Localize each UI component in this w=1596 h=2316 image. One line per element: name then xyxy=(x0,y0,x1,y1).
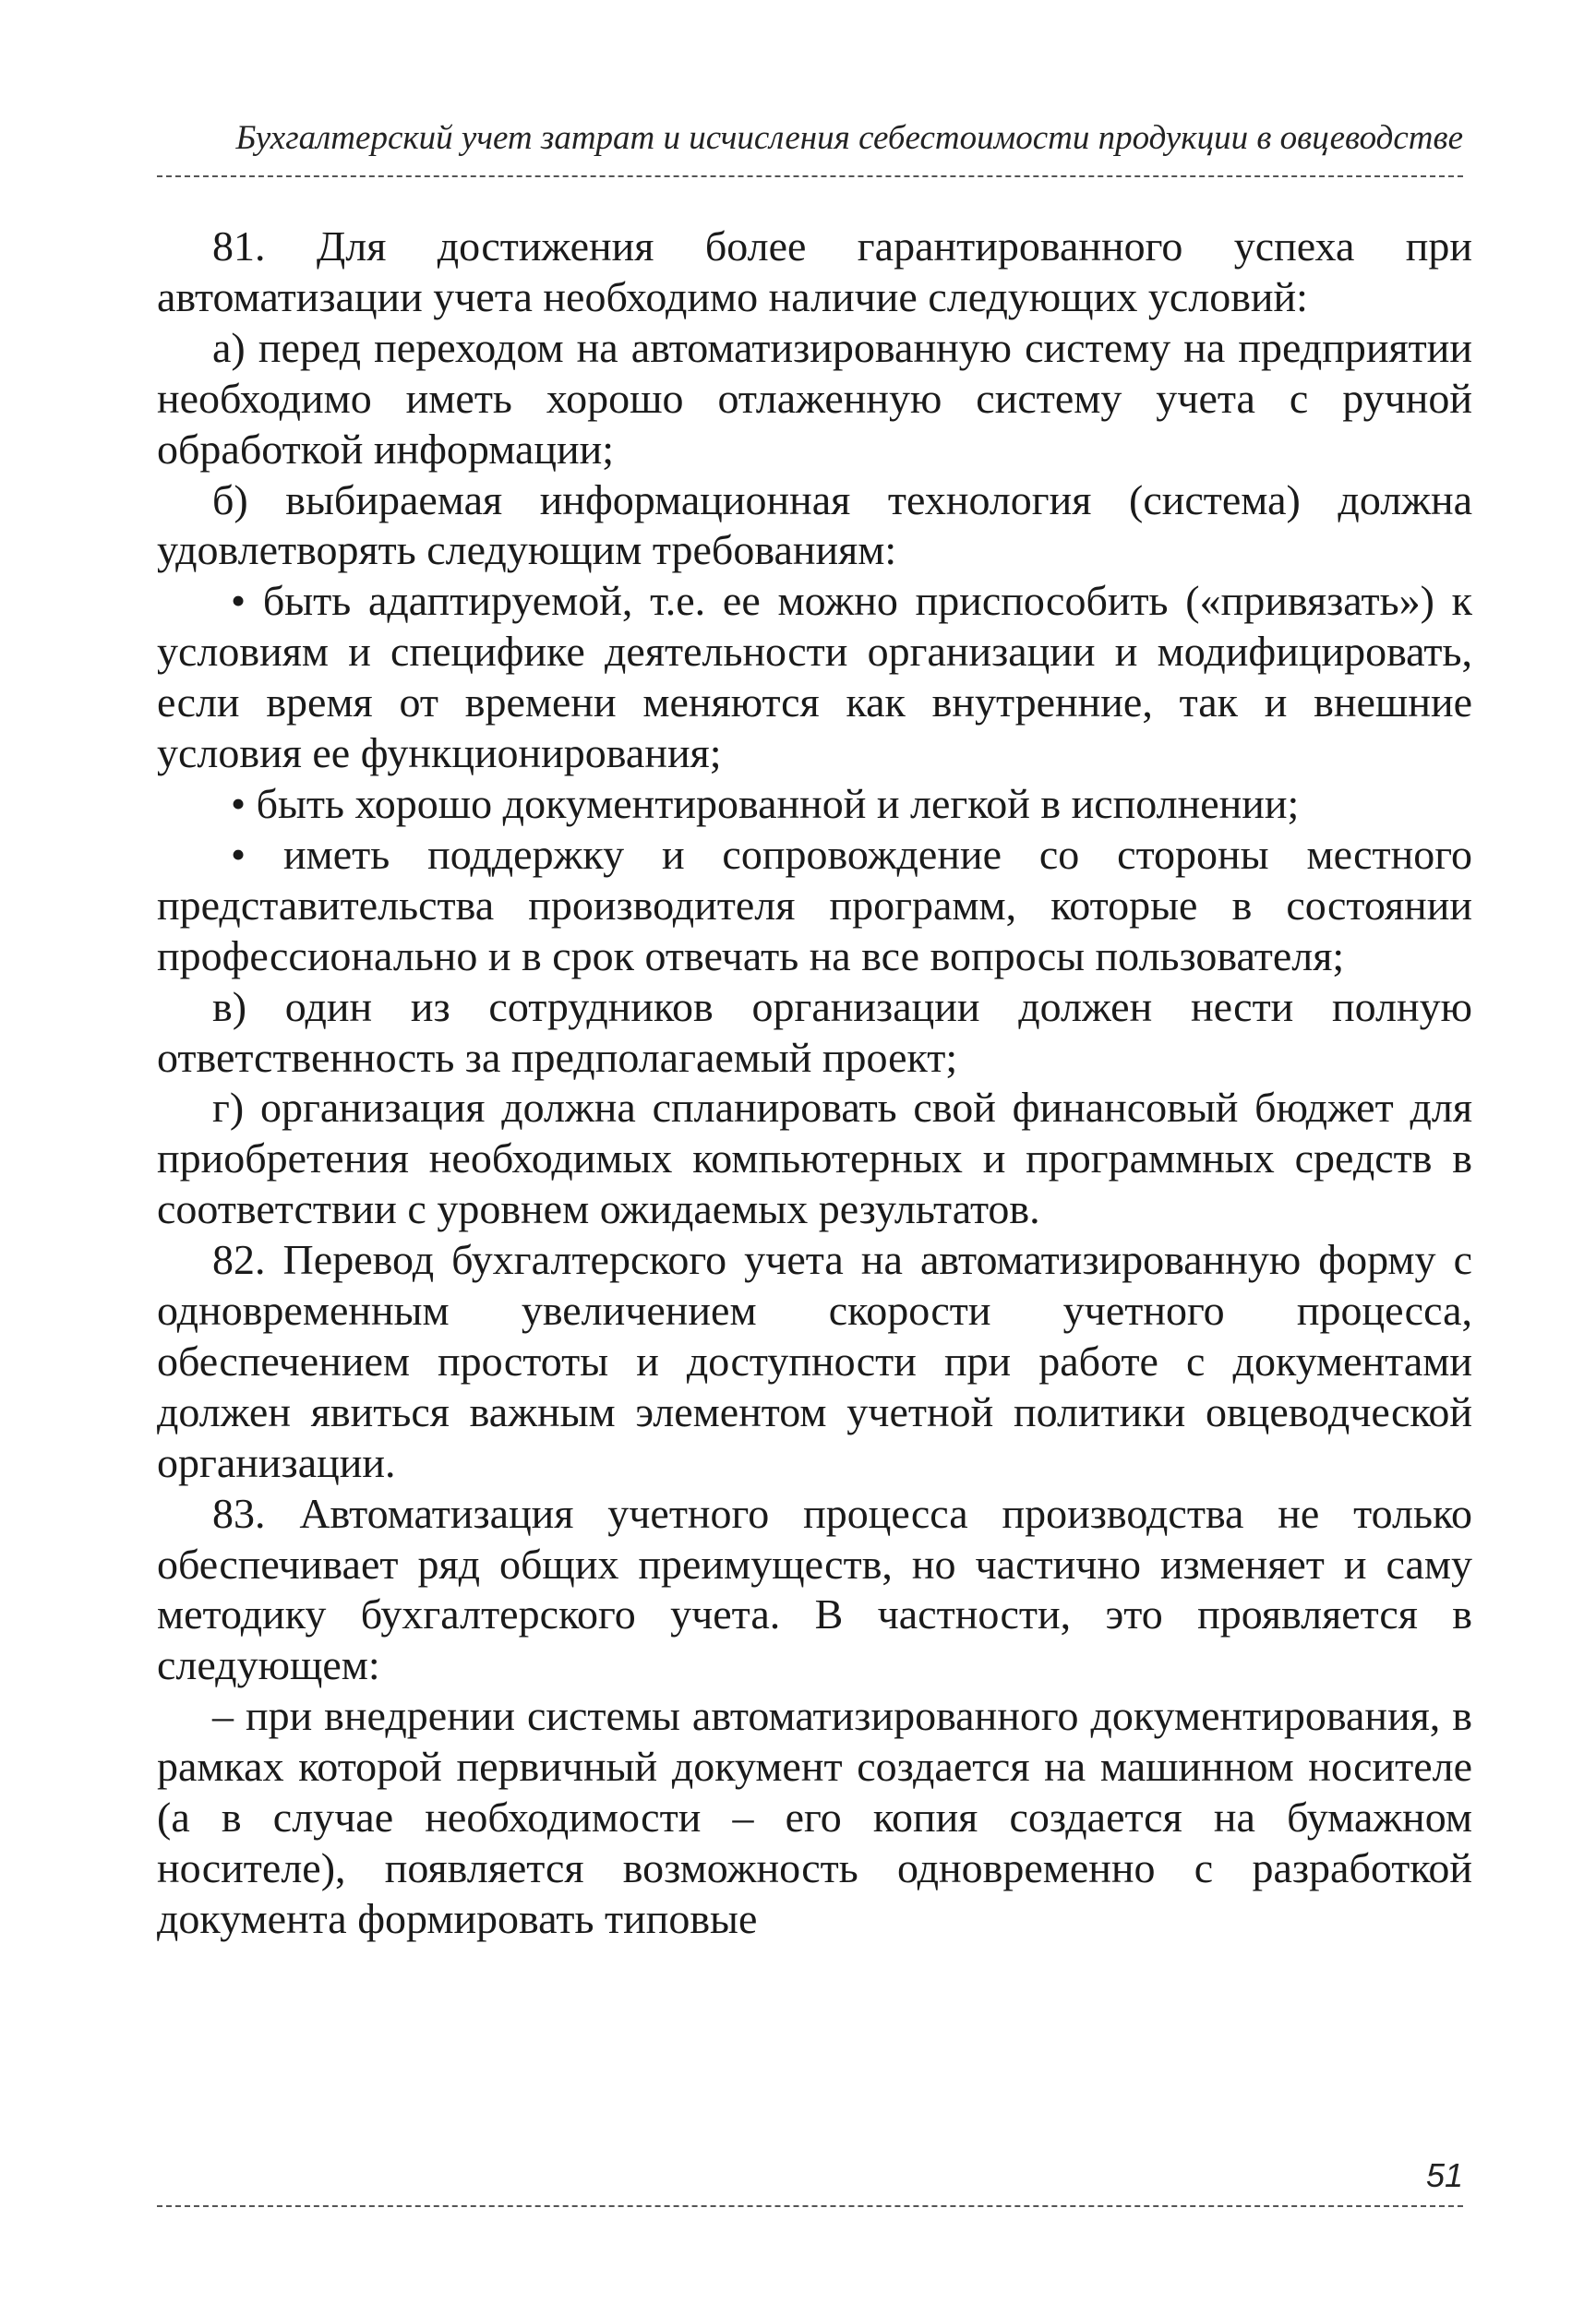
paragraph-81-v: в) один из сотрудников организации должен нести полную ответственность за предполагаемый проект; xyxy=(157,982,1472,1081)
paragraph-81-a: а) перед переходом на автоматизированную систему на предприятии необходимо иметь хорошо отлаженную систему учета с ручной обработкой информации; xyxy=(157,323,1472,473)
paragraph-81: 81. Для достижения более гарантированного успеха при автоматизации учета необходимо наличие следующих условий: xyxy=(157,222,1472,320)
paragraph-83: 83. Автоматизация учетного процесса производства не только обеспечивает ряд общих преимуществ, но частично изменяет и саму методику бухгалтерского учета. В частности, это проявляется в следующем: xyxy=(157,1489,1472,1689)
paragraph-83-dash: – при внедрении системы автоматизированного документирования, в рамках которой первичный документ создается на машинном носителе (а в случае необходимости – его копия создается на бумажном носителе), появляется возможность одновременно с разработкой документа формировать типовые xyxy=(157,1692,1472,1942)
body-text xyxy=(157,222,1472,1945)
footer-divider xyxy=(157,2205,1463,2207)
bullet-item: • быть хорошо документированной и легкой в исполнении; xyxy=(231,779,1300,827)
running-header: Бухгалтерский учет затрат и исчисления себестоимости продукции в овцеводстве xyxy=(235,119,1463,157)
page-number: 51 xyxy=(1425,2156,1463,2194)
header-divider xyxy=(157,175,1463,177)
paragraph-81-b: б) выбираемая информационная технология (система) должна удовлетворять следующим требованиям: xyxy=(157,475,1472,574)
paragraph-82: 82. Перевод бухгалтерского учета на автоматизированную форму с одновременным увеличением скорости учетного процесса, обеспечением простоты и доступности при работе с документами должен явиться важным элементом учетной политики овцеводческой организации. xyxy=(157,1236,1472,1486)
paragraph-81-g: г) организация должна спланировать свой финансовый бюджет для приобретения необходимых компьютерных и программных средств в соответствии с уровнем ожидаемых результатов. xyxy=(157,1084,1472,1233)
bullet-item: • иметь поддержку и сопровождение со стороны местного представительства производителя программ, которые в состоянии профессионально и в срок отвечать на все вопросы пользователя; xyxy=(157,830,1472,979)
bullet-item: • быть адаптируемой, т.е. ее можно приспособить («привязать») к условиям и специфике деятельности организации и модифицировать, если время от времени меняются как внутренние, так и внешние условия ее функционирования; xyxy=(157,577,1472,777)
